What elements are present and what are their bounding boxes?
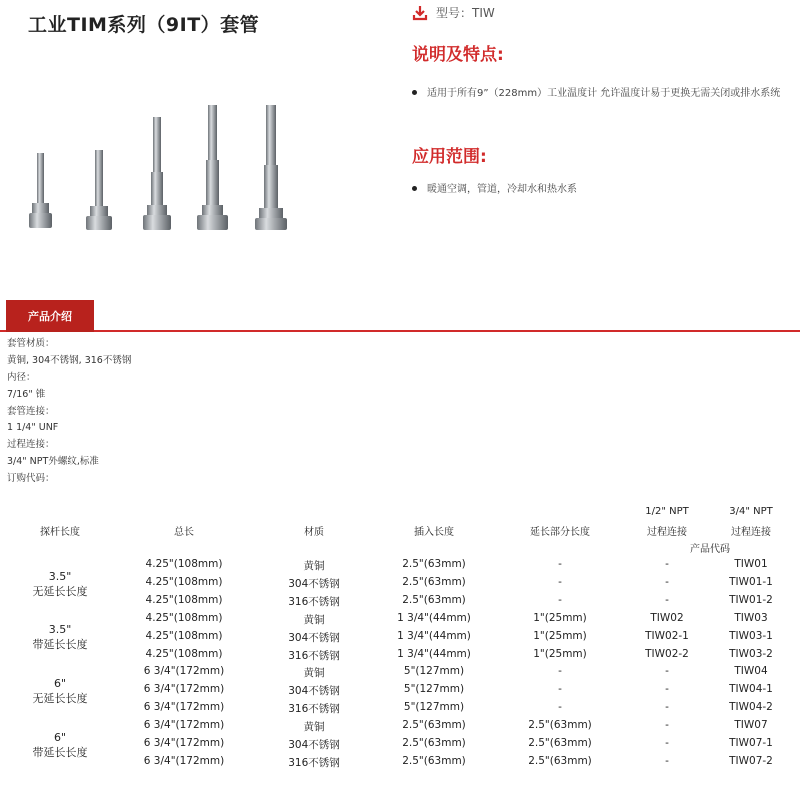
cell-total-length: 6 3/4"(172mm) bbox=[143, 754, 225, 767]
cell-extension-length: - bbox=[558, 575, 562, 588]
group-label: 6" 带延长长度 bbox=[32, 731, 88, 759]
cell-total-length: 4.25"(108mm) bbox=[145, 611, 223, 624]
spec-list bbox=[7, 336, 131, 488]
header-npt-half-sub: 过程连接 bbox=[647, 527, 687, 538]
cell-total-length: 4.25"(108mm) bbox=[145, 629, 223, 642]
page-title: 工业TIM系列（9IT）套管 bbox=[28, 14, 260, 36]
cell-npt-half: - bbox=[665, 575, 669, 588]
spec-line: 黄铜, 304不锈钢, 316不锈钢 bbox=[7, 354, 132, 366]
cell-npt-34: TIW01-1 bbox=[729, 575, 773, 588]
cell-total-length: 6 3/4"(172mm) bbox=[143, 683, 225, 696]
spec-line: 1 1/4" UNF bbox=[7, 422, 59, 434]
thermowell-4 bbox=[197, 105, 228, 230]
thermowell-1 bbox=[29, 153, 52, 228]
model-row bbox=[412, 4, 495, 21]
cell-npt-34: TIW07-1 bbox=[729, 737, 773, 749]
cell-extension-length: 2.5"(63mm) bbox=[528, 737, 592, 749]
header-npt-34: 3/4" NPT bbox=[729, 506, 773, 517]
spec-line: 7/16" 锥 bbox=[7, 388, 46, 400]
product-photo bbox=[20, 95, 320, 235]
cell-material: 316不锈钢 bbox=[288, 649, 340, 662]
model-label: 型号：TIW bbox=[436, 6, 495, 20]
cell-insertion-length: 2.5"(63mm) bbox=[402, 737, 466, 749]
cell-material: 黄铜 bbox=[303, 721, 325, 734]
spec-line: 内径： bbox=[7, 371, 36, 383]
cell-material: 316不锈钢 bbox=[288, 703, 340, 716]
cell-total-length: 4.25"(108mm) bbox=[145, 558, 223, 570]
header-npt-34-sub: 过程连接 bbox=[731, 527, 771, 538]
cell-insertion-length: 2.5"(63mm) bbox=[402, 754, 466, 767]
cell-extension-length: 1"(25mm) bbox=[533, 647, 587, 660]
cell-extension-length: - bbox=[558, 665, 562, 678]
cell-insertion-length: 2.5"(63mm) bbox=[402, 558, 466, 570]
cell-insertion-length: 1 3/4"(44mm) bbox=[397, 629, 471, 642]
header-insertion-length: 插入长度 bbox=[414, 527, 454, 538]
header-product-code: 产品代码 bbox=[690, 544, 730, 555]
cell-npt-34: TIW01-2 bbox=[729, 593, 773, 606]
cell-material: 黄铜 bbox=[303, 613, 325, 626]
cell-insertion-length: 5"(127mm) bbox=[403, 665, 465, 678]
spec-line: 订购代码： bbox=[7, 473, 55, 485]
cell-npt-34: TIW01 bbox=[734, 558, 768, 570]
cell-insertion-length: 2.5"(63mm) bbox=[402, 593, 466, 606]
cell-npt-34: TIW07 bbox=[734, 719, 768, 732]
cell-extension-length: - bbox=[558, 558, 562, 570]
cell-npt-half: - bbox=[665, 701, 669, 714]
header-probe-length: 探杆长度 bbox=[40, 527, 80, 538]
tab-product-intro[interactable]: 产品介绍 bbox=[6, 300, 94, 332]
cell-npt-half: - bbox=[665, 665, 669, 678]
cell-npt-half: TIW02-2 bbox=[645, 647, 689, 660]
download-icon bbox=[412, 5, 428, 21]
cell-npt-34: TIW03 bbox=[734, 611, 768, 624]
cell-extension-length: - bbox=[558, 701, 562, 714]
cell-material: 304不锈钢 bbox=[288, 739, 340, 751]
cell-extension-length: 1"(25mm) bbox=[533, 629, 587, 642]
cell-insertion-length: 2.5"(63mm) bbox=[402, 575, 466, 588]
cell-total-length: 6 3/4"(172mm) bbox=[143, 737, 225, 749]
cell-insertion-length: 1 3/4"(44mm) bbox=[397, 611, 471, 624]
cell-npt-34: TIW04-2 bbox=[729, 701, 773, 714]
cell-insertion-length: 1 3/4"(44mm) bbox=[397, 647, 471, 660]
cell-insertion-length: 5"(127mm) bbox=[403, 701, 465, 714]
cell-npt-half: - bbox=[665, 754, 669, 767]
section-divider bbox=[0, 330, 800, 332]
applications-item: 暖通空调，管道，冷却水和热水系 bbox=[412, 182, 782, 198]
cell-total-length: 6 3/4"(172mm) bbox=[143, 719, 225, 732]
cell-npt-34: TIW03-1 bbox=[729, 629, 773, 642]
group-label: 6" 无延长长度 bbox=[32, 677, 88, 705]
spec-line: 过程连接： bbox=[7, 439, 55, 451]
header-npt-half: 1/2" NPT bbox=[645, 506, 689, 517]
spec-line: 3/4" NPT外螺纹,标准 bbox=[7, 456, 99, 468]
applications-heading: 应用范围: bbox=[412, 147, 487, 167]
features-item: 适用于所有9”（228mm）工业温度计 允许温度计易于更换无需关闭或排水系统 bbox=[412, 86, 782, 102]
cell-extension-length: 1"(25mm) bbox=[533, 611, 587, 624]
cell-total-length: 4.25"(108mm) bbox=[145, 647, 223, 660]
thermowell-5 bbox=[255, 105, 287, 230]
cell-npt-half: - bbox=[665, 683, 669, 696]
cell-extension-length: 2.5"(63mm) bbox=[528, 719, 592, 732]
cell-npt-half: - bbox=[665, 593, 669, 606]
cell-npt-34: TIW07-2 bbox=[729, 754, 773, 767]
cell-npt-half: TIW02-1 bbox=[645, 629, 689, 642]
cell-insertion-length: 5"(127mm) bbox=[403, 683, 465, 696]
header-material: 材质 bbox=[304, 527, 324, 538]
cell-material: 黄铜 bbox=[303, 560, 325, 572]
header-total-length: 总长 bbox=[174, 527, 194, 538]
cell-total-length: 6 3/4"(172mm) bbox=[143, 665, 225, 678]
cell-total-length: 6 3/4"(172mm) bbox=[143, 701, 225, 714]
bullet-icon bbox=[412, 186, 417, 191]
bullet-icon bbox=[412, 90, 417, 95]
cell-npt-half: TIW02 bbox=[650, 611, 684, 624]
cell-npt-34: TIW04 bbox=[734, 665, 768, 678]
cell-material: 304不锈钢 bbox=[288, 577, 340, 590]
cell-total-length: 4.25"(108mm) bbox=[145, 593, 223, 606]
group-label: 3.5" 无延长长度 bbox=[32, 570, 88, 598]
cell-material: 黄铜 bbox=[303, 667, 325, 680]
cell-total-length: 4.25"(108mm) bbox=[145, 575, 223, 588]
cell-insertion-length: 2.5"(63mm) bbox=[402, 719, 466, 732]
cell-extension-length: - bbox=[558, 683, 562, 696]
spec-line: 套管连接： bbox=[7, 405, 55, 417]
cell-npt-half: - bbox=[665, 737, 669, 749]
cell-extension-length: 2.5"(63mm) bbox=[528, 754, 592, 767]
cell-material: 304不锈钢 bbox=[288, 631, 340, 644]
thermowell-2 bbox=[86, 150, 112, 230]
cell-material: 316不锈钢 bbox=[288, 756, 340, 769]
spec-line: 套管材质： bbox=[7, 338, 55, 349]
cell-npt-half: - bbox=[665, 719, 669, 732]
cell-material: 304不锈钢 bbox=[288, 685, 340, 698]
cell-extension-length: - bbox=[558, 593, 562, 606]
features-heading: 说明及特点: bbox=[412, 45, 504, 65]
cell-npt-half: - bbox=[665, 558, 669, 570]
group-label: 3.5" 带延长长度 bbox=[32, 623, 88, 651]
thermowell-3 bbox=[143, 117, 171, 230]
cell-npt-34: TIW03-2 bbox=[729, 647, 773, 660]
cell-material: 316不锈钢 bbox=[288, 595, 340, 608]
header-extension-length: 延长部分长度 bbox=[530, 527, 590, 538]
cell-npt-34: TIW04-1 bbox=[729, 683, 773, 696]
